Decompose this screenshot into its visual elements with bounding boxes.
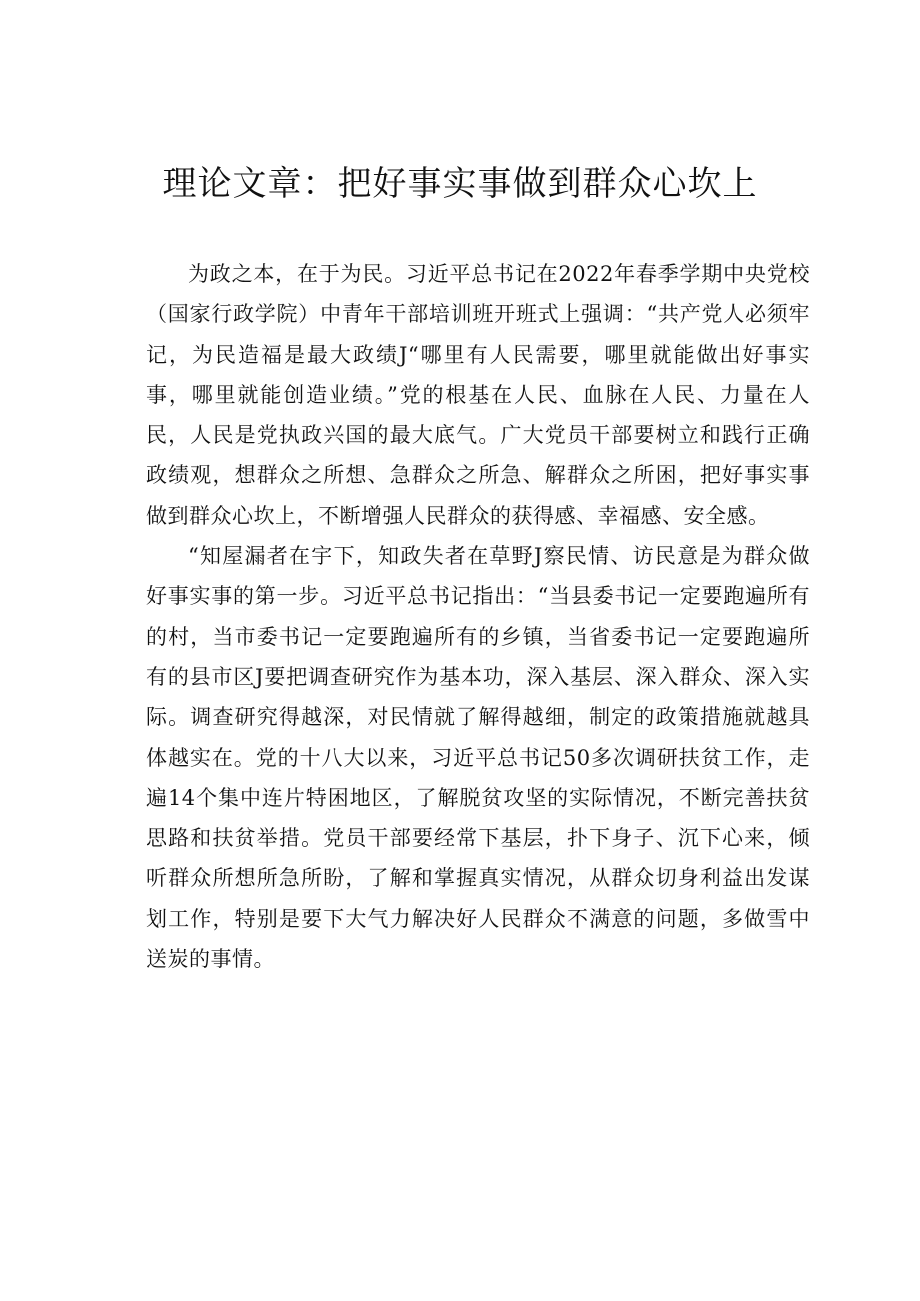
document-body xyxy=(146,254,810,979)
paragraph-2: “知屋漏者在宇下，知政失者在草野J察民情、访民意是为群众做好事实事的第一步。习近平总书记指出：“当县委书记一定要跑遍所有的村，当市委书记一定要跑遍所有的乡镇，当省委书记一定要跑遍所有的县市区J要把调查研究作为基本功，深入基层、深入群众、深入实际。调查研究得越深，对民情就了解得越细，制定的政策措施就越具体越实在。党的十八大以来，习近平总书记50多次调研扶贫工作，走遍14个集中连片特困地区，了解脱贫攻坚的实际情况，不断完善扶贫思路和扶贫举措。党员干部要经常下基层，扑下身子、沉下心来，倾听群众所想所急所盼，了解和掌握真实情况，从群众切身利益出发谋划工作，特别是要下大气力解决好人民群众不满意的问题，多做雪中送炭的事情。 xyxy=(146,544,810,972)
paragraph-1: 为政之本，在于为民。习近平总书记在2022年春季学期中央党校（国家行政学院）中青年干部培训班开班式上强调：“共产党人必须牢记，为民造福是最大政绩J“哪里有人民需要，哪里就能做出好事实事，哪里就能创造业绩。”党的根基在人民、血脉在人民、力量在人民，人民是党执政兴国的最大底气。广大党员干部要树立和践行正确政绩观，想群众之所想、急群众之所急、解群众之所困，把好事实事做到群众心坎上，不断增强人民群众的获得感、幸福感、安全感。 xyxy=(146,262,810,528)
document-title: 理论文章：把好事实事做到群众心坎上 xyxy=(162,164,758,204)
